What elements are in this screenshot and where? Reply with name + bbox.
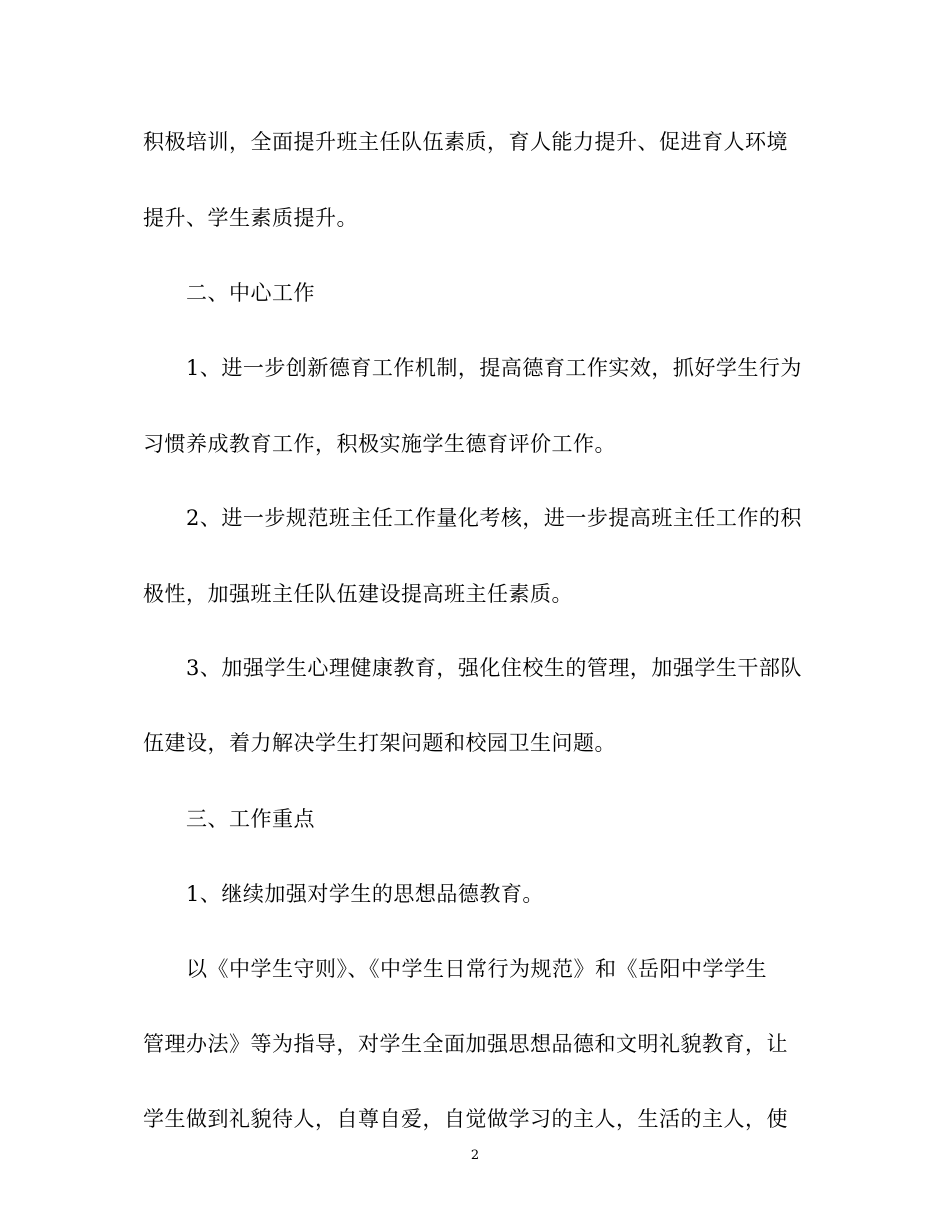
text-line: 积极培训，全面提升班主任队伍素质，育人能力提升、促进育人环境 — [143, 130, 788, 154]
section-heading: 三、工作重点 — [186, 807, 315, 831]
text-line: 习惯养成教育工作，积极实施学生德育评价工作。 — [143, 432, 616, 456]
text-line: 学生做到礼貌待人，自尊自爱，自觉做学习的主人，生活的主人，使 — [143, 1107, 788, 1131]
text-line: 以《中学生守则》、《中学生日常行为规范》和《岳阳中学学生 — [186, 957, 767, 981]
section-heading: 二、中心工作 — [186, 281, 315, 305]
text-line: 极性，加强班主任队伍建设提高班主任素质。 — [143, 582, 573, 606]
text-line: 3、加强学生心理健康教育，强化住校生的管理，加强学生干部队 — [186, 656, 802, 680]
text-line: 1、继续加强对学生的思想品德教育。 — [186, 882, 544, 906]
text-line: 1、进一步创新德育工作机制，提高德育工作实效，抓好学生行为 — [186, 356, 802, 380]
text-line: 伍建设，着力解决学生打架问题和校园卫生问题。 — [143, 731, 616, 755]
page-number: 2 — [470, 1148, 480, 1163]
text-line: 提升、学生素质提升。 — [143, 206, 358, 230]
text-line: 2、进一步规范班主任工作量化考核，进一步提高班主任工作的积 — [186, 506, 802, 530]
text-line: 管理办法》等为指导，对学生全面加强思想品德和文明礼貌教育，让 — [143, 1032, 788, 1056]
